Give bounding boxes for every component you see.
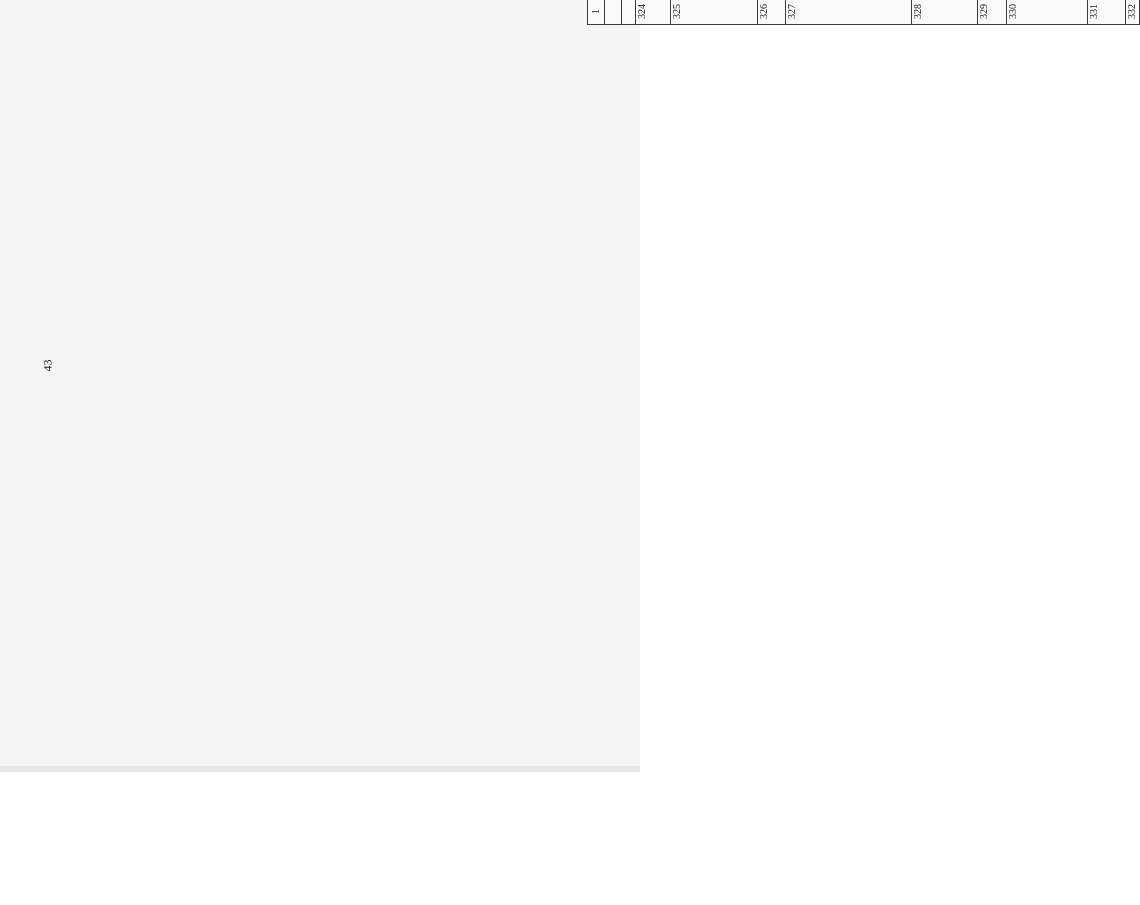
table-row [622,0,636,25]
table-cell [622,0,636,25]
table-cell: 328 [912,0,978,25]
scan-edge [0,766,640,772]
table-cell: 332 [1126,0,1140,25]
table-row [1126,0,1140,25]
scanned-page [0,0,640,772]
table-row [1088,0,1126,25]
rotated-table-container [587,0,1138,25]
table-cell: 327 [786,0,912,25]
spacer-row [605,0,622,25]
table-row [912,0,978,25]
table-cell: 330 [1007,0,1088,25]
table-row [786,0,912,25]
page-number: 43 [40,359,55,372]
table-row [1007,0,1088,25]
header-row [588,0,605,25]
column-header: 1 [588,0,605,25]
table-row [671,0,758,25]
table-cell: 329 [978,0,1007,25]
table-cell [605,0,622,25]
table-row [636,0,671,25]
table-cell: 331 [1088,0,1126,25]
table-cell: 325 [671,0,758,25]
budget-table [587,0,1140,25]
table-cell: 326 [758,0,786,25]
table-row [978,0,1007,25]
table-cell: 324 [636,0,671,25]
table-row [758,0,786,25]
